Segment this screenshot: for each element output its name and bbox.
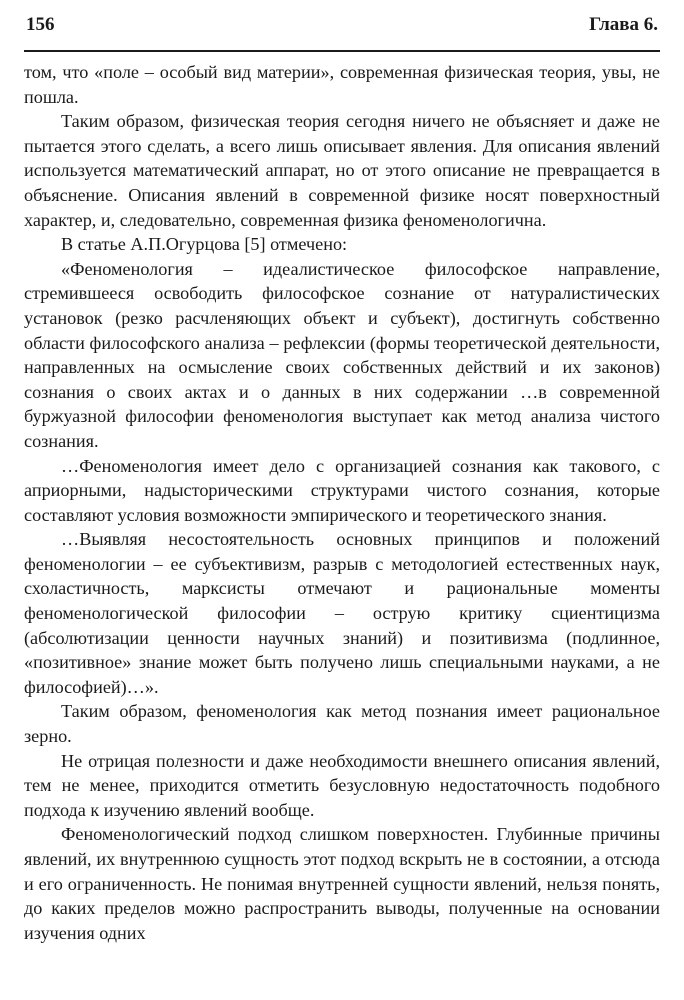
chapter-title: Глава 6. — [589, 14, 658, 35]
running-header — [24, 0, 660, 52]
quote-paragraph: «Феноменология – идеалистическое философское направление, стремившееся освободить философское сознание от натуралистических установок (резко расчленяющих объект и субъект), достигнуть собственно области философского анализа – рефлексии (формы теоретической деятельности, направленных на осмысление своих собственных действий и их законов) сознания о своих актах и о данных в них содержании …в современной буржуазной философии феноменология выступает как метод анализа чистого сознания. — [24, 258, 660, 451]
book-page — [24, 0, 660, 1000]
paragraph: Таким образом, феноменология как метод познания имеет рациональное зерно. — [24, 701, 660, 747]
paragraph: Таким образом, физическая теория сегодня ничего не объясняет и даже не пытается этого сделать, а всего лишь описывает явления. Для описания явлений используется математический аппарат, но от этого описание не превращается в объяснение. Описания явлений в современной физике носят поверхностный характер, и, следовательно, современная физика феноменологична. — [24, 111, 660, 230]
quote-paragraph: …Феноменология имеет дело с организацией сознания как такового, с априорными, надысторическими структурами чистого сознания, которые составляют условия возможности эмпирического и теоретического знания. — [24, 455, 660, 525]
page-number: 156 — [26, 14, 55, 35]
paragraph: Феноменологический подход слишком поверхностен. Глубинные причины явлений, их внутреннюю сущность этот подход вскрыть не в состоянии, а отсюда и его ограниченность. Не понимая внутренней сущности явлений, нельзя понять, до каких пределов можно распространить выводы, полученные на основании изучения одних — [24, 824, 660, 943]
quote-paragraph: …Выявляя несостоятельность основных принципов и положений феноменологии – ее субъективизм, разрыв с методологией естественных наук, схоластичность, марксисты отмечают и рациональные моменты феноменологической философии – острую критику сциентицизма (абсолютизации ценности научных знаний) и позитивизма (подлинное, «позитивное» знание может быть получено лишь специальными науками, а не философией)…». — [24, 529, 660, 697]
paragraph: В статье А.П.Огурцова [5] отмечено: — [61, 234, 348, 255]
body-text — [24, 60, 660, 945]
paragraph: Не отрицая полезности и даже необходимости внешнего описания явлений, тем не менее, приходится отметить безусловную недостаточность подобного подхода к изучению явлений вообще. — [24, 750, 660, 820]
paragraph: том, что «поле – особый вид материи», современная физическая теория, увы, не пошла. — [24, 62, 660, 107]
